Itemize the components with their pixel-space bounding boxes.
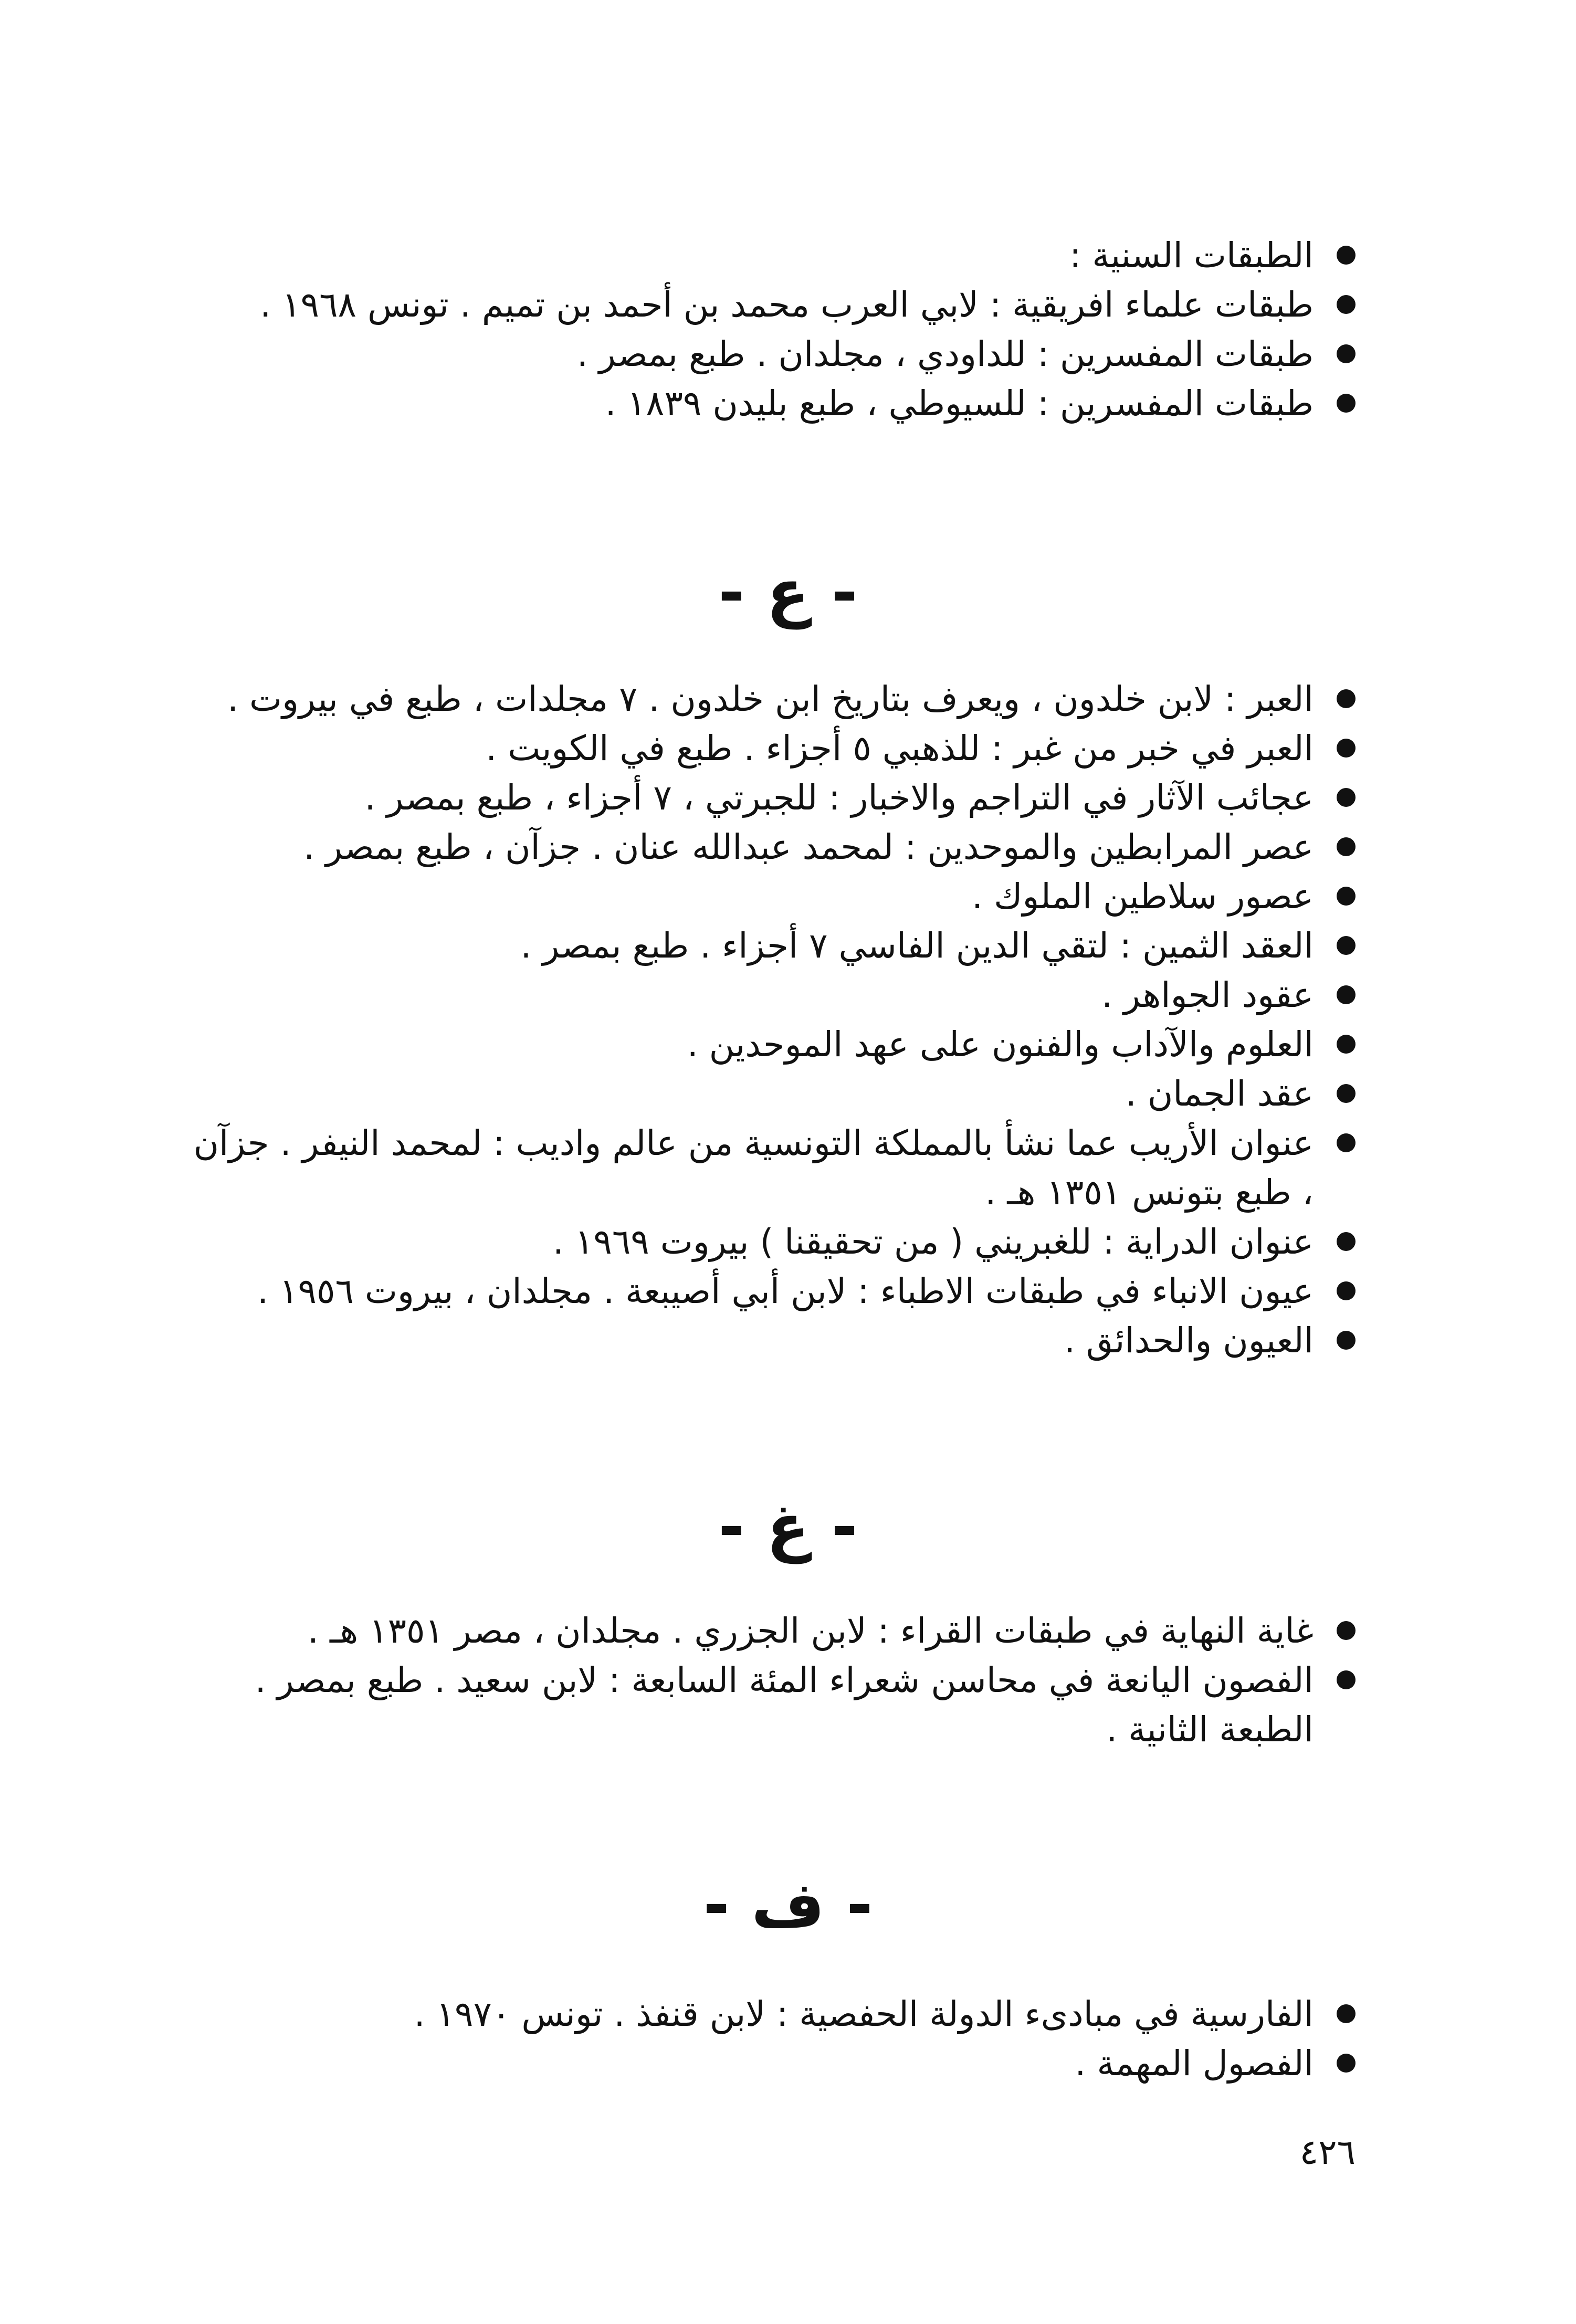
entry-text: غاية النهاية في طبقات القراء : لابن الجزري . مجلدان ، مصر ١٣٥١ هـ .: [308, 1611, 1314, 1651]
list-item: [174, 921, 1356, 971]
bullet-icon: [1337, 2004, 1356, 2023]
list-item: [174, 1069, 1356, 1119]
list-item: [174, 379, 1356, 428]
entry-text: العلوم والآداب والفنون على عهد الموحدين .: [687, 1024, 1314, 1065]
list-item: [174, 872, 1356, 921]
entry-text: عقد الجمان .: [1125, 1074, 1314, 1114]
entry-text: عنوان الدراية : للغبريني ( من تحقيقنا ) بيروت ١٩٦٩ .: [553, 1222, 1314, 1262]
entry-text: عقود الجواهر .: [1101, 975, 1314, 1015]
bullet-icon: [1337, 689, 1356, 708]
list-item: [174, 1656, 1356, 1754]
list-item: [174, 330, 1356, 379]
entry-text: العقد الثمين : لتقي الدين الفاسي ٧ أجزاء . طبع بمصر .: [520, 926, 1314, 966]
section-ain: [174, 675, 1356, 1365]
bullet-icon: [1337, 985, 1356, 1004]
entry-text: عصور سلاطين الملوك .: [972, 876, 1314, 917]
entry-text: عنوان الأريب عما نشأ بالمملكة التونسية من عالم واديب : لمحمد النيفر . جزآن ، طبع بتونس ١٣٥١ هـ .: [193, 1123, 1314, 1213]
entry-text: عجائب الآثار في التراجم والاخبار : للجبرتي ، ٧ أجزاء ، طبع بمصر .: [364, 777, 1314, 818]
entry-text: الفصون اليانعة في محاسن شعراء المئة السابعة : لابن سعيد . طبع بمصر . الطبعة الثانية .: [255, 1660, 1314, 1750]
bullet-icon: [1337, 788, 1356, 807]
list-item: [174, 1217, 1356, 1267]
bullet-icon: [1337, 739, 1356, 758]
section-fa: [174, 1990, 1356, 2088]
bullet-icon: [1337, 295, 1356, 314]
section-ghain: [174, 1606, 1356, 1754]
list-item: [174, 823, 1356, 872]
section-heading-fa: - ف -: [703, 1869, 873, 1942]
bullet-icon: [1337, 1035, 1356, 1054]
list-item: [174, 724, 1356, 773]
bullet-icon: [1337, 1331, 1356, 1350]
section-heading-ain: - ع -: [718, 556, 858, 629]
entry-text: الفصول المهمة .: [1075, 2043, 1314, 2084]
bullet-icon: [1337, 394, 1356, 413]
entry-text: طبقات المفسرين : للسيوطي ، طبع بليدن ١٨٣٩ .: [605, 383, 1314, 424]
list-item: [174, 1316, 1356, 1365]
bullet-icon: [1337, 1084, 1356, 1103]
entry-text: طبقات علماء افريقية : لابي العرب محمد بن أحمد بن تميم . تونس ١٩٦٨ .: [260, 285, 1314, 325]
list-item: [174, 773, 1356, 823]
bullet-icon: [1337, 1281, 1356, 1300]
bullet-icon: [1337, 837, 1356, 856]
bullet-icon: [1337, 2054, 1356, 2073]
list-item: [174, 1020, 1356, 1069]
list-item: [174, 675, 1356, 724]
entry-text: العبر : لابن خلدون ، ويعرف بتاريخ ابن خلدون . ٧ مجلدات ، طبع في بيروت .: [227, 679, 1314, 719]
list-item: [174, 1606, 1356, 1656]
bullet-icon: [1337, 887, 1356, 906]
entry-text: العبر في خبر من غبر : للذهبي ٥ أجزاء . طبع في الكويت .: [486, 728, 1314, 769]
entry-text: عصر المرابطين والموحدين : لمحمد عبدالله عنان . جزآن ، طبع بمصر .: [303, 827, 1314, 867]
bullet-icon: [1337, 1670, 1356, 1689]
bullet-icon: [1337, 1133, 1356, 1152]
list-item: [174, 1990, 1356, 2039]
entry-text: طبقات المفسرين : للداودي ، مجلدان . طبع بمصر .: [576, 334, 1314, 374]
list-item: [174, 280, 1356, 330]
bullet-icon: [1337, 344, 1356, 363]
list-item: [174, 1267, 1356, 1316]
bullet-icon: [1337, 936, 1356, 955]
list-item: [174, 971, 1356, 1020]
entry-text: عيون الانباء في طبقات الاطباء : لابن أبي أصيبعة . مجلدان ، بيروت ١٩٥٦ .: [257, 1271, 1314, 1311]
page-number: ٤٢٦: [1299, 2132, 1356, 2172]
bullet-icon: [1337, 1621, 1356, 1640]
bullet-icon: [1337, 1232, 1356, 1251]
bullet-icon: [1337, 246, 1356, 265]
entry-text: الطبقات السنية :: [1069, 235, 1314, 276]
list-item: [174, 2039, 1356, 2088]
entry-text: الفارسية في مبادىء الدولة الحفصية : لابن قنفذ . تونس ١٩٧٠ .: [414, 1994, 1314, 2034]
section-heading-ghain: - غ -: [718, 1491, 858, 1564]
section-tabaqat: [174, 231, 1356, 428]
list-item: [174, 231, 1356, 280]
entry-text: العيون والحدائق .: [1064, 1320, 1314, 1361]
list-item: [174, 1119, 1356, 1217]
